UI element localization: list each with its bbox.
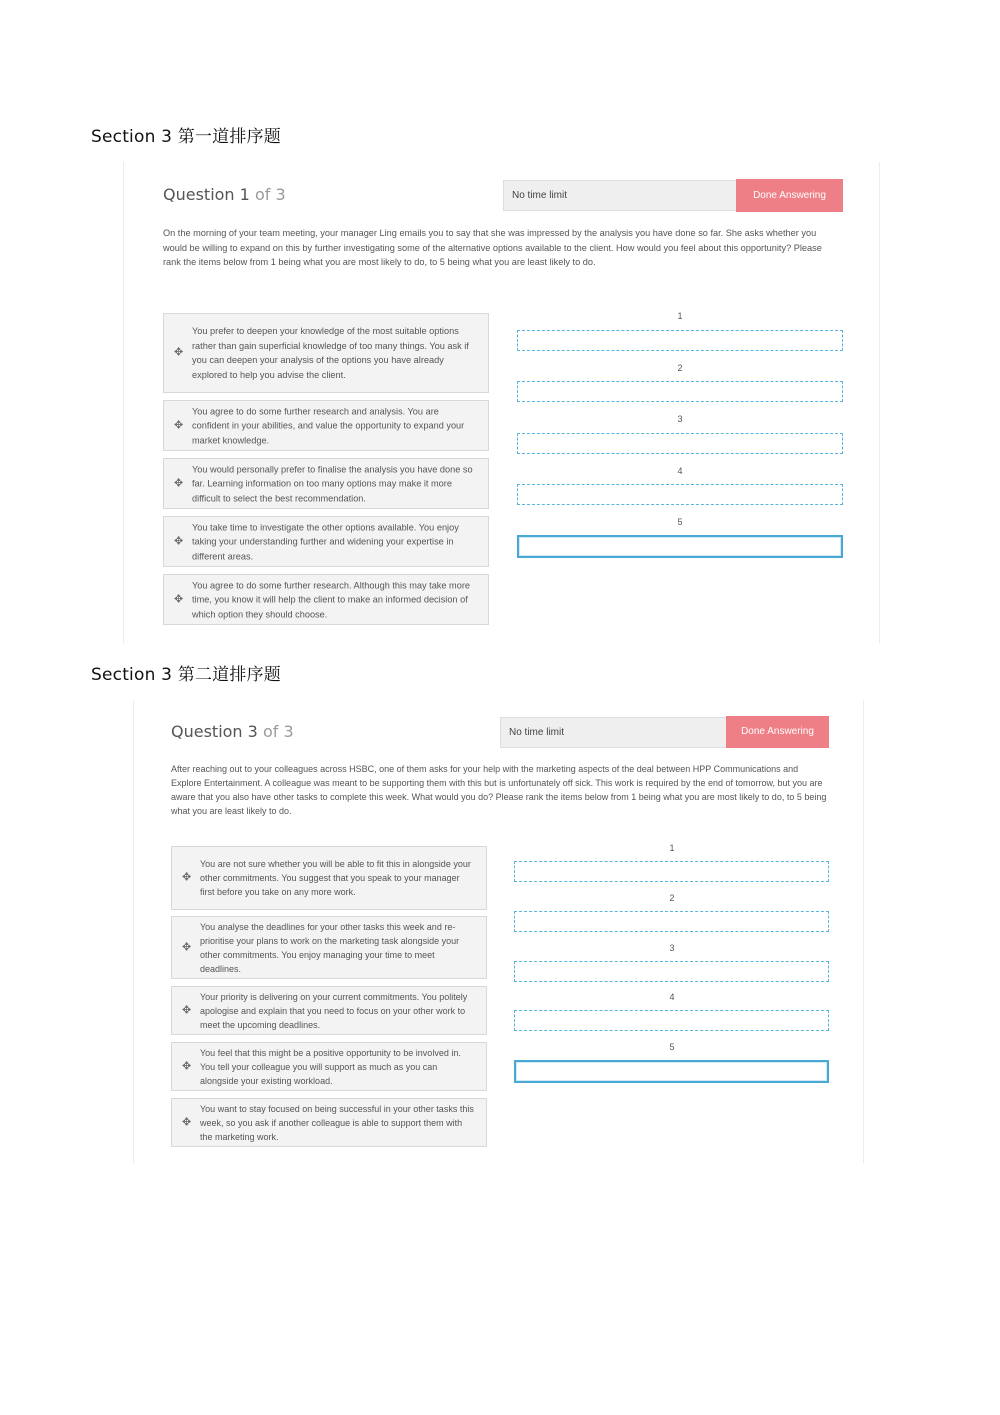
rank-option-text: You take time to investigate the other options available. You enjoy taking your understanding further and widening your expertise in different areas.: [192, 521, 459, 561]
move-icon: ✥: [182, 871, 192, 884]
rank-drop-slot-2[interactable]: [517, 381, 843, 402]
move-icon: ✥: [174, 477, 184, 489]
question-prompt: After reaching out to your colleagues across HSBC, one of them asks for your help with the marketing aspects of the deal between HPP Communications and Explore Entertainment. A colleague was meant to be supporting them with this but is unfortunately off sick. This work is required by the end of tomorrow, but you are aware that you also have other tasks to complete this week. What would you do? Please rank the items below from 1 being what you are most likely to do, to 5 being what you are least likely to do.: [171, 764, 827, 816]
move-icon: ✥: [182, 1060, 192, 1072]
rank-option-text: You agree to do some further research. Although this may take more time, you know it will help the client to make an informed decision of which option they should choose.: [192, 579, 470, 619]
move-icon: ✥: [174, 593, 184, 605]
rank-option-item[interactable]: [163, 574, 489, 625]
rank-option-text: You agree to do some further research and analysis. You are confident in your abilities, and value the opportunity to expand your market knowledge.: [192, 405, 465, 445]
question-panel: [123, 162, 880, 643]
rank-option-item[interactable]: [163, 458, 489, 509]
question-of-total: of 3: [254, 185, 286, 204]
rank-option-item[interactable]: [171, 916, 487, 979]
move-icon: ✥: [174, 346, 184, 359]
section-heading: Section 3 第二道排序题: [91, 665, 281, 685]
rank-drop-slot-3[interactable]: [514, 961, 829, 982]
rank-number: 1: [669, 843, 675, 853]
rank-option-item[interactable]: [163, 516, 489, 567]
rank-number: 3: [677, 414, 683, 424]
question-of-total: of 3: [262, 722, 294, 741]
rank-drop-slot-1[interactable]: [514, 861, 829, 882]
move-icon: ✥: [182, 1004, 192, 1016]
question-title-prefix: Question: [163, 185, 235, 204]
question-prompt: On the morning of your team meeting, your manager Ling emails you to say that she was impressed by the analysis you have done so far. She asks whether you would be willing to expand on this by further investigating some of the alternative options available to the client. How would you feel about this opportunity? Please rank the items below from 1 being what you are most likely to do, to 5 being what you are least likely to do.: [163, 228, 822, 267]
move-icon: ✥: [174, 419, 184, 431]
rank-option-item[interactable]: [171, 1098, 487, 1147]
rank-number: 1: [677, 311, 683, 321]
rank-option-item[interactable]: [163, 313, 489, 393]
section-heading: Section 3 第一道排序题: [91, 127, 281, 147]
rank-drop-slot-5[interactable]: [517, 535, 843, 558]
question-title: [163, 185, 286, 204]
rank-number: 5: [669, 1042, 675, 1052]
rank-drop-slot-5[interactable]: [514, 1060, 829, 1083]
question-number: 3: [247, 722, 258, 741]
rank-option-text: You would personally prefer to finalise the analysis you have done so far. Learning information on too many options may make it more difficult to select the best recommendation.: [192, 463, 473, 503]
rank-option-item[interactable]: [171, 986, 487, 1035]
rank-number: 2: [677, 363, 683, 373]
move-icon: ✥: [174, 535, 184, 547]
rank-option-text: You feel that this might be a positive opportunity to be involved in. You tell your colleague you will support as much as you can alongside your existing workload.: [200, 1047, 461, 1086]
rank-number: 4: [677, 466, 683, 476]
rank-option-item[interactable]: [171, 846, 487, 910]
question-number: 1: [239, 185, 250, 204]
question-title: [171, 722, 294, 741]
rank-option-item[interactable]: [163, 400, 489, 451]
done-answering-button[interactable]: Done Answering: [736, 179, 843, 212]
timer-display: No time limit: [503, 180, 738, 211]
rank-number: 3: [669, 943, 675, 953]
rank-option-item[interactable]: [171, 1042, 487, 1091]
rank-number: 2: [669, 893, 675, 903]
rank-option-text: You analyse the deadlines for your other tasks this week and re-prioritise your plans to work on the marketing task alongside your other commitments. You enjoy managing your time to meet deadlines.: [200, 921, 460, 974]
move-icon: ✥: [182, 1116, 192, 1128]
done-answering-button[interactable]: Done Answering: [726, 716, 829, 748]
move-icon: ✥: [182, 941, 192, 953]
question-title-prefix: Question: [171, 722, 243, 741]
rank-number: 4: [669, 992, 675, 1002]
rank-option-text: You want to stay focused on being successful in your other tasks this week, so you ask if another colleague is able to support them with the marketing work.: [200, 1103, 474, 1142]
rank-option-text: You prefer to deepen your knowledge of the most suitable options rather than gain superficial knowledge of too many things. You ask if you can deepen your analysis of the options you have already explored to help you advise the client.: [192, 326, 469, 380]
rank-drop-slot-2[interactable]: [514, 911, 829, 932]
rank-drop-slot-1[interactable]: [517, 330, 843, 351]
question-panel: [133, 700, 864, 1163]
rank-drop-slot-4[interactable]: [517, 484, 843, 505]
rank-drop-slot-4[interactable]: [514, 1010, 829, 1031]
timer-display: No time limit: [500, 717, 728, 748]
rank-option-text: Your priority is delivering on your current commitments. You politely apologise and explain that you need to focus on your other work to meet the upcoming deadlines.: [200, 991, 468, 1030]
rank-drop-slot-3[interactable]: [517, 433, 843, 454]
rank-number: 5: [677, 517, 683, 527]
rank-option-text: You are not sure whether you will be able to fit this in alongside your other commitments. You suggest that you speak to your manager first before you take on any more work.: [200, 859, 471, 897]
